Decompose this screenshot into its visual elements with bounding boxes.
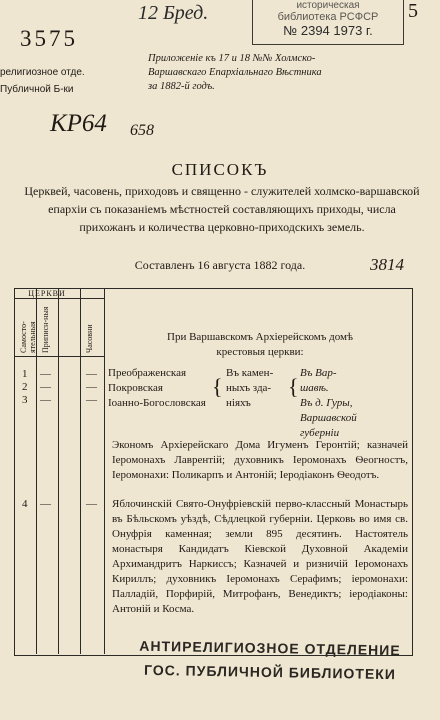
empty-cell: — — [40, 368, 51, 380]
monastery-paragraph: Яблочинскiй Свято-Онуфрiевскiй перво-классный Монастырь въ Бѣльскомъ уѣздѣ, Сѣдлецкой губернiи. Церковь во имя св. Онуфрiя каменная; земли 895 десятинъ. Настоятель монастыря Кандидатъ Кiевской Духовной Академiи Архимандритъ Наркиссъ; Казначей и ризничiй Iеромонахъ Кириллъ; духовникъ Iеромонахъ Серафимъ; iеромонахи: Палладiй, Порфирiй, Митрофанъ, Венедиктъ; iеродiаконы: Антонiй и Косма. — [112, 498, 408, 615]
empty-cell: — — [40, 394, 51, 406]
bottom-stamp-line1: АНТИРЕЛИГИОЗНОЕ ОТДЕЛЕНИЕ — [139, 637, 401, 659]
appendix-line2: Варшавскаго Епархiальнаго Вѣстника — [148, 67, 322, 78]
church-names — [108, 366, 208, 411]
row-number: 4 — [22, 498, 28, 510]
column-divider — [58, 288, 59, 654]
church-name: Преображенская — [108, 367, 187, 379]
church-material-line: Въ камен- — [226, 367, 274, 379]
header-divider — [14, 356, 104, 357]
row-number: 3 — [22, 394, 28, 406]
church-material-line: нiяхъ — [226, 397, 251, 409]
department-stamp-line2: Публичной Б-ки — [0, 84, 74, 95]
department-stamp — [0, 64, 85, 98]
church-location-line: Въ д. Гуры, — [300, 397, 353, 409]
row-number: 2 — [22, 381, 28, 393]
empty-cell: — — [40, 498, 51, 510]
church-location-line: губернiи — [300, 427, 340, 439]
handwritten-page-number: 3814 — [370, 255, 404, 274]
column-divider — [104, 288, 105, 654]
appendix-line3: за 1882-й годъ. — [148, 81, 215, 92]
brace: { — [212, 374, 223, 399]
column-header-chapels: Часовни — [85, 324, 94, 353]
empty-cell: — — [86, 394, 97, 406]
section-heading-line1: При Варшавскомъ Архiерейскомъ домѣ — [167, 331, 353, 343]
library-stamp-box — [252, 0, 404, 45]
brace: { — [288, 374, 299, 399]
handwritten-shelf-code: КР64 — [50, 110, 107, 137]
library-stamp-line3: № 2394 1973 г. — [283, 23, 373, 38]
inventory-number: 3575 — [20, 26, 78, 51]
header-divider — [14, 298, 104, 299]
empty-cell: — — [40, 381, 51, 393]
church-material-line: ныхъ зда- — [226, 382, 272, 394]
church-material — [226, 366, 286, 411]
clergy-paragraph: Экономъ Архiерейскаго Дома Игуменъ Геронтiй; казначей Iеромонахъ Лаврентiй; духовникъ Iеромонахъ Ѳеогностъ, Iеромонахи: Поликарпъ и Антонiй; Iеродiаконъ Ѳеодотъ. — [112, 439, 408, 481]
section-heading — [112, 330, 408, 360]
document-title: СПИСОКЪ — [171, 160, 269, 179]
church-location-line: шавѣ. — [300, 382, 329, 394]
column-group-header: ЦЕРКВИ — [28, 289, 66, 298]
column-header-independent: Самосто-ятельныя — [19, 321, 37, 353]
church-location-line: Варшавской — [300, 412, 357, 424]
row-number: 1 — [22, 368, 28, 380]
department-stamp-line1: религиозное отде. — [0, 67, 85, 78]
empty-cell: — — [86, 368, 97, 380]
library-stamp-line1: историческая — [296, 0, 360, 11]
compiled-date: Составленъ 16 августа 1882 года. — [134, 258, 306, 272]
handwritten-corner-mark: 5 — [408, 0, 418, 22]
church-name: Iоанно-Богословская — [108, 397, 206, 409]
church-location-line: Въ Вар- — [300, 367, 337, 379]
library-stamp-line2: библиотека РСФСР — [277, 11, 379, 23]
church-name: Покровская — [108, 382, 163, 394]
empty-cell: — — [86, 498, 97, 510]
church-location — [300, 366, 410, 441]
appendix-note — [148, 52, 398, 94]
column-divider — [80, 288, 81, 654]
handwritten-shelf-code-2: 658 — [130, 122, 154, 139]
handwritten-note-top: 12 Бред. — [138, 2, 209, 24]
bottom-stamp-line2: ГОС. ПУБЛИЧНОЙ БИБЛИОТЕКИ — [143, 661, 397, 683]
column-header-assigned: Приписн-ныя — [41, 306, 50, 353]
empty-cell: — — [86, 381, 97, 393]
document-subtitle: Церквей, часовень, приходовъ и священно - служителей холмско-варшавской епархiи съ показанiемъ мѣстностей составляющихъ приходы, числа прихожанъ и количества церковно-приходскихъ земель. — [24, 184, 420, 234]
appendix-line1: Приложенiе къ 17 и 18 №№ Холмско- — [148, 53, 316, 64]
section-heading-line2: крестовыя церкви: — [216, 346, 304, 358]
